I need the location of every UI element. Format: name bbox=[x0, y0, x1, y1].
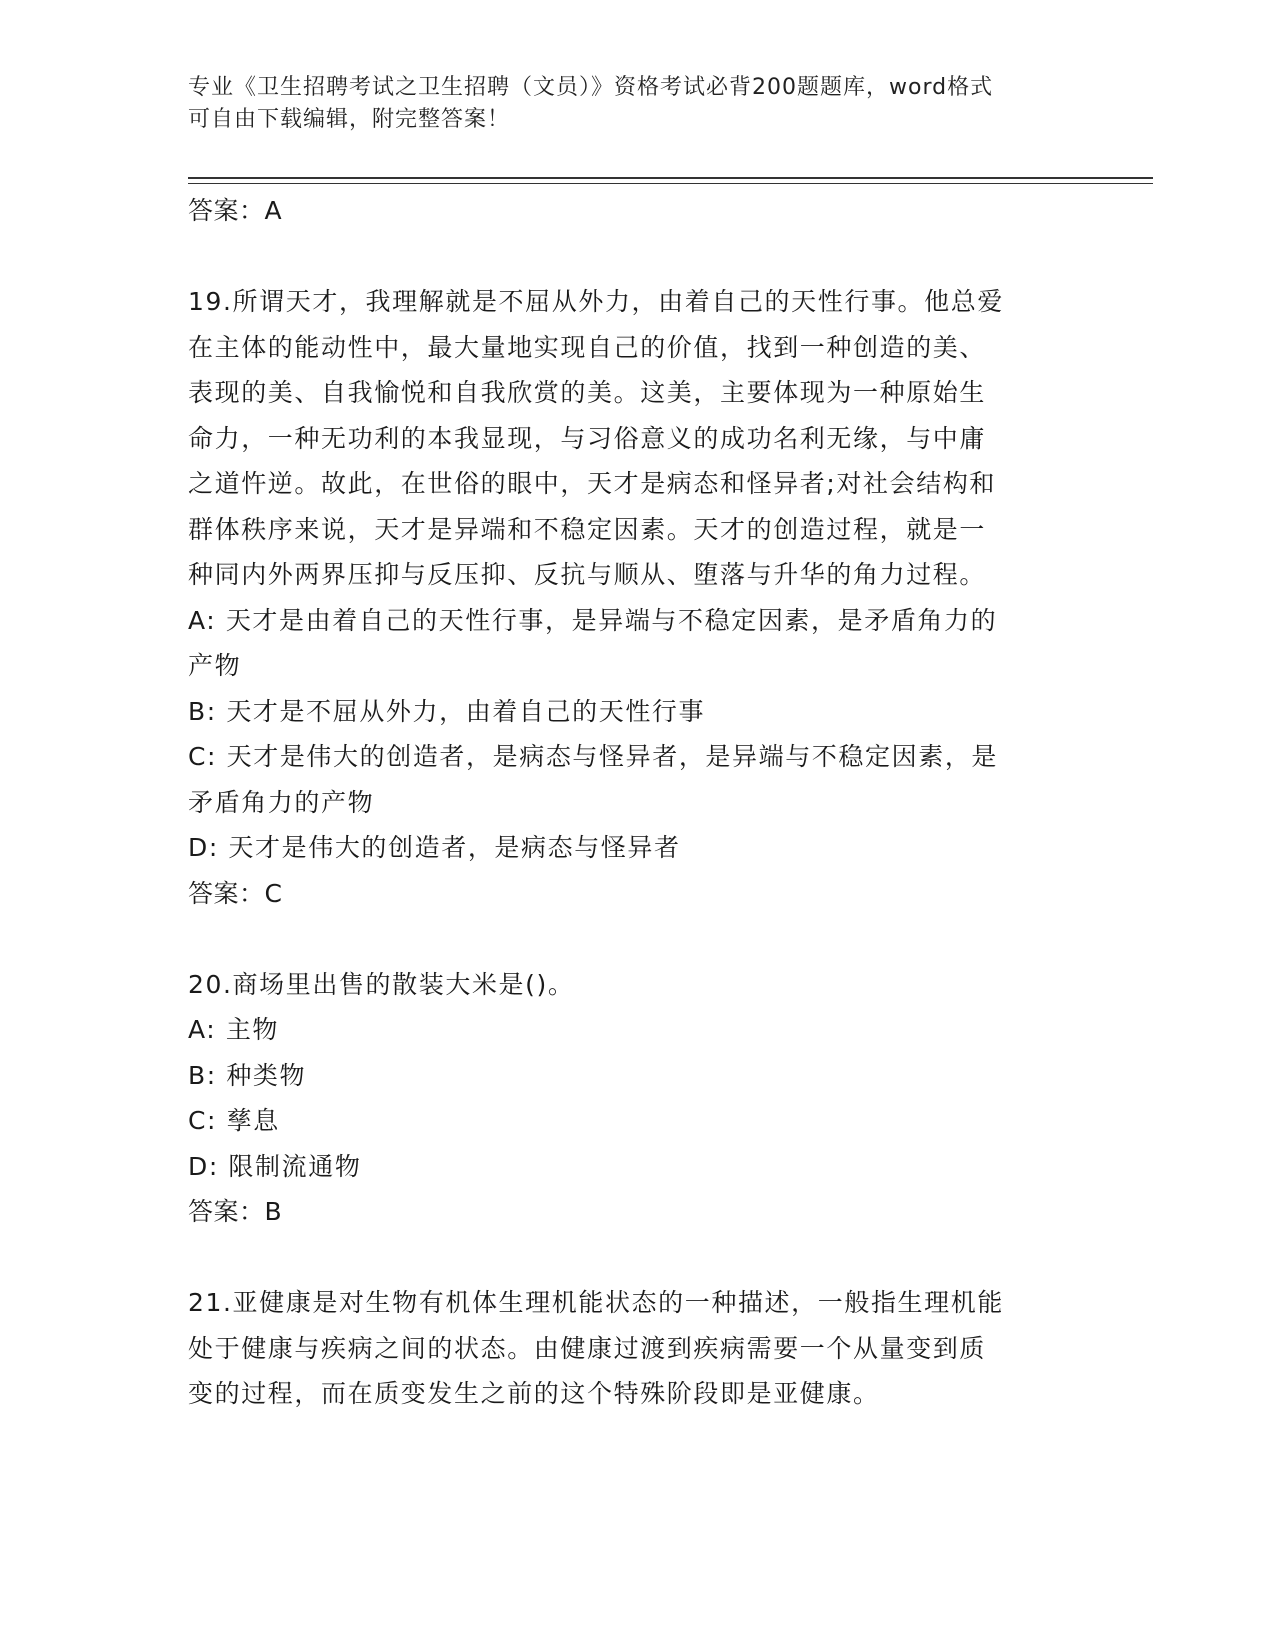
question-20-option-b: B: 种类物 bbox=[188, 1060, 307, 1090]
question-19-stem-line: 之道忤逆。故此，在世俗的眼中，天才是病态和怪异者;对社会结构和 bbox=[188, 469, 997, 498]
question-20-answer: 答案：B bbox=[188, 1197, 283, 1226]
question-19-stem-line: 命力，一种无功利的本我显现，与习俗意义的成功名利无缘，与中庸 bbox=[188, 423, 987, 453]
question-19-option-c: C: 天才是伟大的创造者，是病态与怪异者，是异端与不稳定因素，是 bbox=[188, 742, 999, 771]
question-19-stem-line: 种同内外两界压抑与反压抑、反抗与顺从、堕落与升华的角力过程。 bbox=[188, 560, 987, 589]
question-20-option-a: A: 主物 bbox=[188, 1015, 280, 1044]
spacer bbox=[188, 916, 1088, 962]
spacer bbox=[188, 234, 1088, 280]
question-19-stem-line: 19.所谓天才，我理解就是不屈从外力，由着自己的天性行事。他总爱 bbox=[188, 287, 1004, 316]
question-21 bbox=[188, 1280, 1088, 1417]
question-19-option-a-cont: 产物 bbox=[188, 651, 242, 680]
header-line-1: 专业《卫生招聘考试之卫生招聘（文员）》资格考试必背200题题库，word格式 bbox=[188, 75, 994, 100]
question-19-option-d: D: 天才是伟大的创造者，是病态与怪异者 bbox=[188, 833, 681, 862]
question-19-option-b: B: 天才是不屈从外力，由着自己的天性行事 bbox=[188, 696, 706, 726]
question-20-stem: 20.商场里出售的散装大米是()。 bbox=[188, 969, 575, 999]
question-19-option-c-cont: 矛盾角力的产物 bbox=[188, 787, 375, 817]
document-header bbox=[188, 72, 1088, 136]
previous-answer: 答案：A bbox=[188, 196, 283, 225]
question-21-stem-line: 21.亚健康是对生物有机体生理机能状态的一种描述，一般指生理机能 bbox=[188, 1288, 1004, 1317]
question-20 bbox=[188, 962, 1088, 1235]
question-21-stem-line: 变的过程，而在质变发生之前的这个特殊阶段即是亚健康。 bbox=[188, 1379, 880, 1408]
question-19 bbox=[188, 279, 1088, 916]
question-20-option-c: C: 孳息 bbox=[188, 1106, 280, 1135]
question-19-stem-line: 群体秩序来说，天才是异端和不稳定因素。天才的创造过程，就是一 bbox=[188, 514, 987, 544]
header-divider-thin bbox=[188, 183, 1153, 184]
header-line-2: 可自由下载编辑，附完整答案！ bbox=[188, 107, 511, 132]
header-divider-thick bbox=[188, 177, 1153, 179]
spacer bbox=[188, 1235, 1088, 1281]
question-19-stem-line: 在主体的能动性中，最大量地实现自己的价值，找到一种创造的美、 bbox=[188, 332, 987, 362]
question-19-option-a: A: 天才是由着自己的天性行事，是异端与不稳定因素，是矛盾角力的 bbox=[188, 605, 998, 635]
question-19-answer: 答案：C bbox=[188, 878, 283, 908]
question-21-stem-line: 处于健康与疾病之间的状态。由健康过渡到疾病需要一个从量变到质 bbox=[188, 1333, 987, 1363]
question-20-option-d: D: 限制流通物 bbox=[188, 1151, 362, 1181]
question-19-stem-line: 表现的美、自我愉悦和自我欣赏的美。这美，主要体现为一种原始生 bbox=[188, 378, 987, 407]
document-body bbox=[188, 188, 1088, 1417]
